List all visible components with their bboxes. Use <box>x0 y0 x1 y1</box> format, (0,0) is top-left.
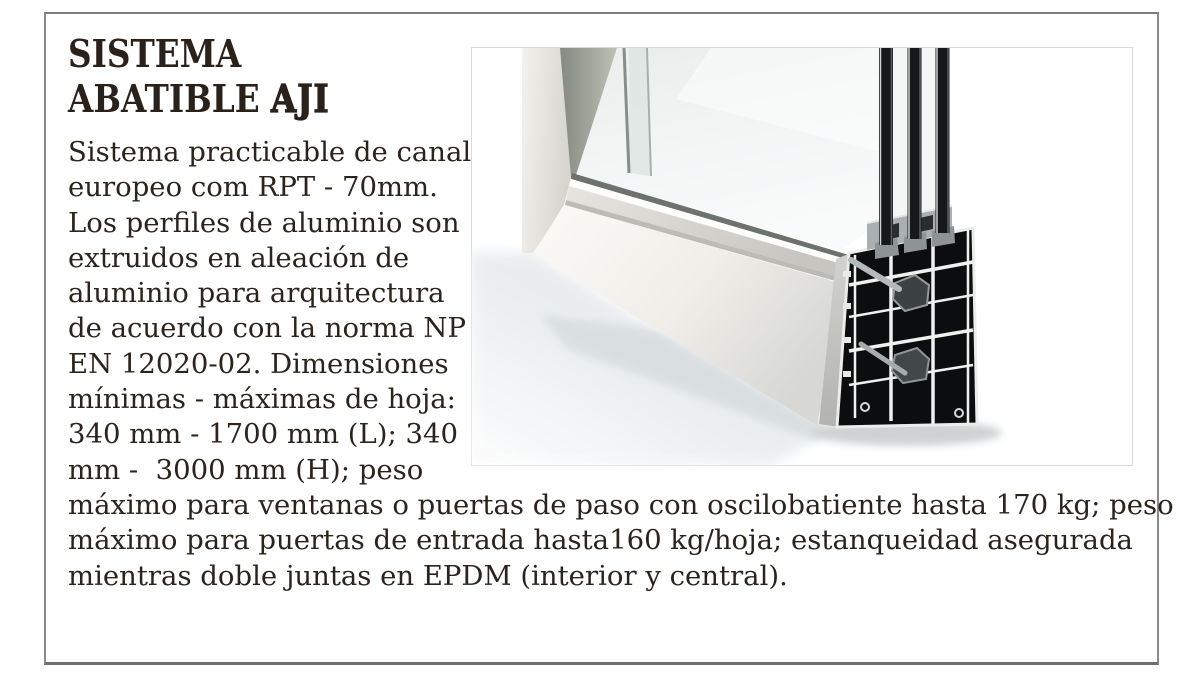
description-line: 340 mm - 1700 mm (L); 340 <box>68 418 458 451</box>
page-title <box>68 31 372 121</box>
profile-cavity <box>837 228 977 427</box>
glass-edge-bar <box>879 48 893 245</box>
glass-edge-bar <box>936 48 950 233</box>
title-line-2-regular: ABATIBLE <box>68 76 260 121</box>
profile-cross-section <box>837 228 977 427</box>
glass-gap <box>893 48 908 217</box>
description-line: Los perfiles de aluminio son <box>68 206 460 239</box>
description-line: máximo para puertas de entrada hasta160 kg/hoja; estanqueidad asegurada <box>68 524 1133 557</box>
description-line: mm - 3000 mm (H); peso <box>68 453 424 486</box>
title-line-2 <box>68 76 330 121</box>
glass-edge-bar <box>908 48 922 239</box>
glass-gap <box>921 48 936 211</box>
glass-pane-edges <box>875 48 955 259</box>
description-line: Sistema practicable de canal <box>68 136 472 168</box>
description-line: aluminio para arquitectura <box>68 277 445 310</box>
description-line: de acuerdo con la norma NP <box>68 312 466 345</box>
description-line: EN 12020-02. Dimensiones <box>68 347 449 380</box>
description-line: europeo com RPT - 70mm. <box>68 171 438 204</box>
description-line: mínimas - máximas de hoja: <box>68 383 456 416</box>
description-line: máximo para ventanas o puertas de paso con oscilobatiente hasta 170 kg; peso <box>68 488 1174 521</box>
title-line-1: SISTEMA <box>68 31 242 76</box>
description-line: extruidos en aleación de <box>68 241 410 274</box>
product-name: AJI <box>270 76 330 121</box>
description-line: mientras doble juntas en EPDM (interior y central). <box>68 559 788 592</box>
product-photo-window-profile <box>471 47 1133 466</box>
